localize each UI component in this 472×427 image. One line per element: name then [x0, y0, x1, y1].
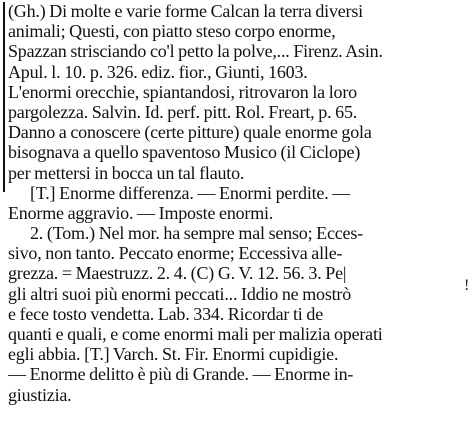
entry-line: Spazzan strisciando co'l petto la polve,... Firenz. Asin.	[8, 41, 383, 62]
margin-mark: !	[464, 277, 470, 294]
entry-line: grezza. = Maestruzz. 2. 4. (C) G. V. 12. 56. 3. Pe|	[8, 263, 347, 284]
entry-line: quanti e quali, e come enormi mali per malizia operati	[8, 324, 383, 344]
entry-line: e fece tosto vendetta. Lab. 334. Ricordar ti de	[8, 303, 323, 324]
entry-line: giustizia.	[8, 384, 72, 405]
entry-line: (Gh.) Di molte e varie forme Calcan la terra diversi	[8, 1, 363, 21]
entry-line: — Enorme delitto è più di Grande. — Enorme in-	[8, 364, 354, 385]
entry-line: L'enormi orecchie, spiantandosi, ritrovaron la loro	[8, 81, 357, 102]
entry-line: animali; Questi, con piatto steso corpo enorme,	[8, 21, 336, 42]
margin-rule	[3, 2, 5, 192]
entry-line: bisognava a quello spaventoso Musico (il Ciclope)	[8, 142, 361, 163]
dictionary-entry	[8, 1, 462, 405]
entry-line: pargolezza. Salvin. Id. perf. pitt. Rol. Freart, p. 65.	[8, 101, 358, 122]
entry-line: per mettersi in bocca un tal flauto.	[8, 162, 245, 183]
entry-line: egli abbia. [T.] Varch. St. Fir. Enormi cupidigie.	[8, 344, 339, 365]
entry-line: Apul. l. 10. p. 326. ediz. fior., Giunti, 1603.	[8, 61, 308, 82]
entry-line: sivo, non tanto. Peccato enorme; Eccessiva alle-	[8, 243, 343, 264]
entry-line: 2. (Tom.) Nel mor. ha sempre mal senso; Ecces-	[30, 223, 363, 244]
entry-line: gli altri suoi più enormi peccati... Iddio ne mostrò	[8, 283, 352, 304]
entry-line: Enorme aggravio. — Imposte enormi.	[8, 202, 274, 223]
entry-line: [T.] Enorme differenza. — Enormi perdite. —	[30, 182, 351, 203]
entry-line: Danno a conoscere (certe pitture) quale enorme gola	[8, 122, 372, 143]
